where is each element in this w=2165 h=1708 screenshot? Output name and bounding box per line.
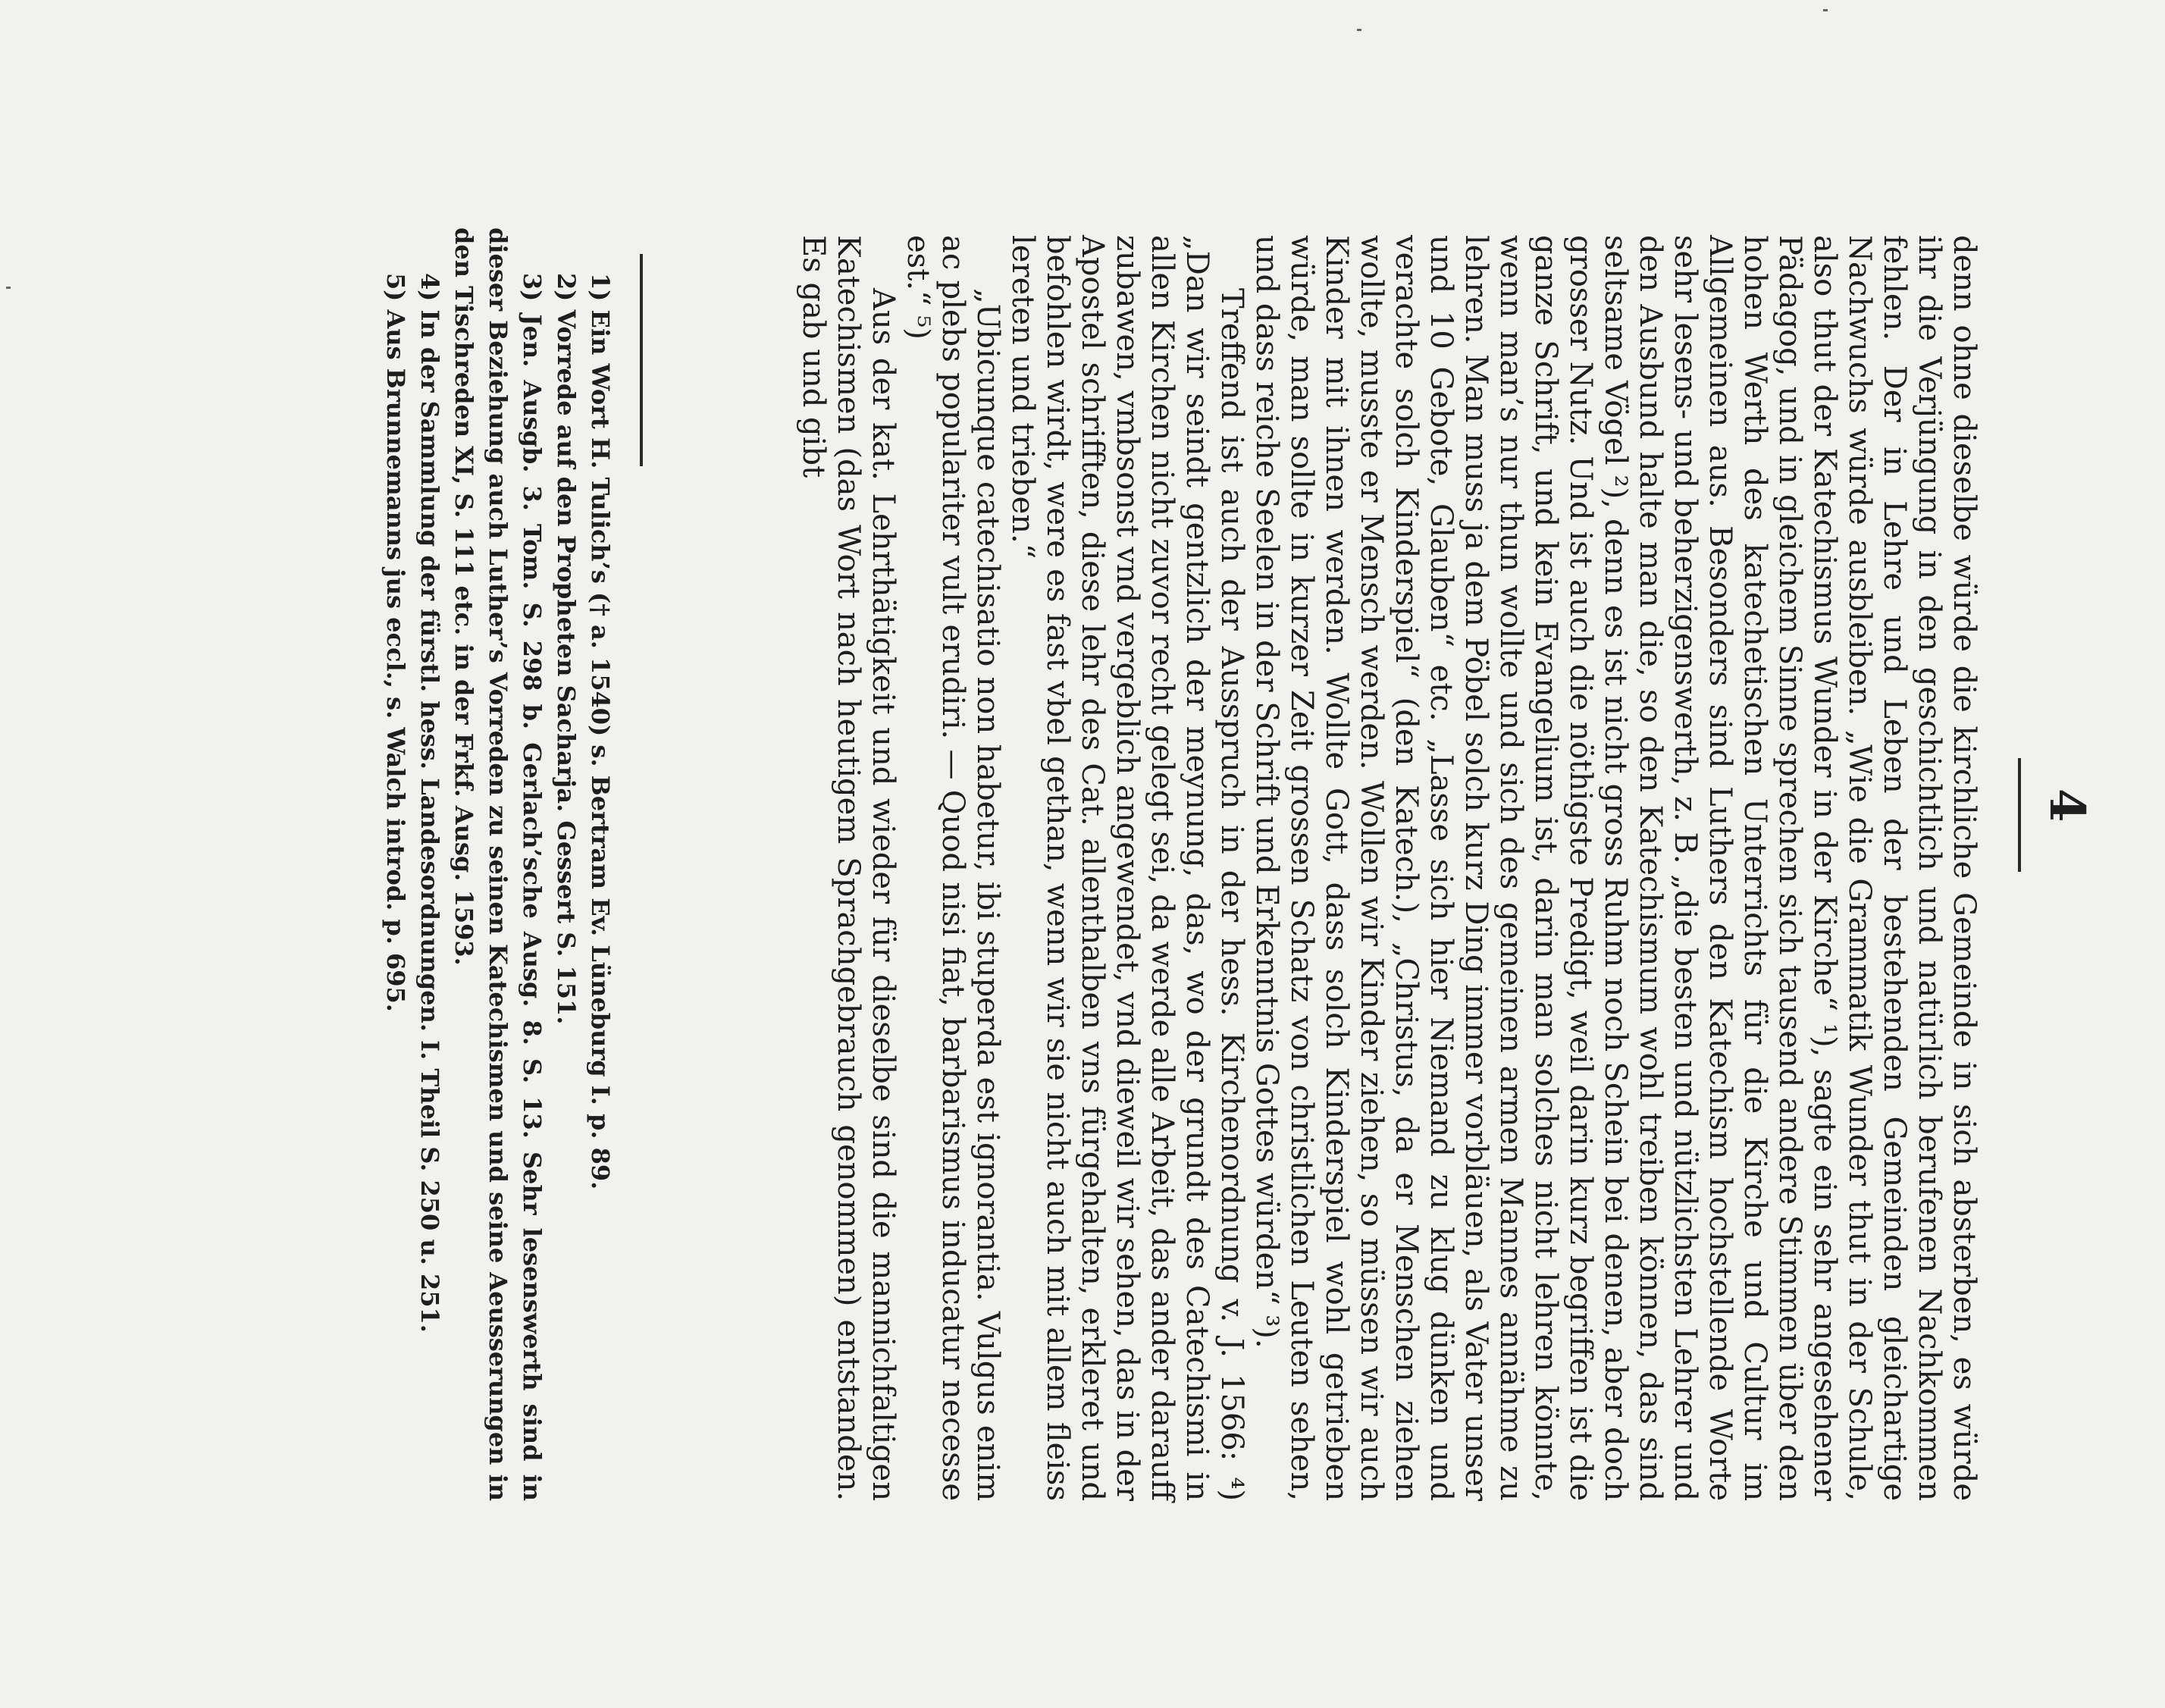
page-number: 4 <box>2038 788 2095 823</box>
paragraph: denn ohne dieselbe würde die kirchliche Gemeinde in sich absterben, es würde ihr die Verjüngung in den geschichtlich und natürlich berufenen Nachkommen fehlen. Der in Lehre und Leben der bestehenden Gemeinden gleichartige Nachwuchs würde ausbleiben. „Wie die Grammatik Wunder thut in der Schule, also thut der Katechismus Wunder in der Kirche“ ¹), sagte ein sehr angesehener Pädagog, und in gleichem Sinne sprechen sich tausend andere Stimmen über den hohen Werth des katechetischen Unterrichts für die Kirche und Cultur im Allgemeinen aus. Besonders sind Luthers den Katechism hochstellende Worte sehr lesens- und beherzigenswerth, z. B. „die besten und nützlichsten Lehrer und den Ausbund halte man die, so den Katechismum wohl treiben können, das sind seltsame Vögel ²), denn es ist nicht gross Ruhm noch Schein bei denen, aber doch grosser Nutz. Und ist auch die nöthigste Predigt, weil darin kurz begriffen ist die ganze Schrift, und kein Evangelium ist, darin man solches nicht lehren könnte, wenn man’s nur thun wollte und sich des gemeinen armen Mannes annähme zu lehren. Man muss ja dem Pöbel solch kurz Ding immer vorbläuen, als Vater unser und 10 Gebote, Glauben“ etc. „Lasse sich hier Niemand zu klug dünken und verachte solch Kinderspiel“ (den Katech.), „Christus, da er Menschen ziehen wollte, musste er Mensch werden. Wollen wir Kinder ziehen, so müssen wir auch Kinder mit ihnen werden. Wollte Gott, dass solch Kinderspiel wohl getrieben würde, man sollte in kurzer Zeit grossen Schatz von christlichen Leuten sehen, und dass reiche Seelen in der Schrift und Erkenntnis Gottes würden“ ³). <box>1249 235 1982 1501</box>
footnotes <box>378 227 617 1501</box>
paragraph: Treffend ist auch der Ausspruch in der hess. Kirchenordnung v. J. 1566: ⁴) „Dan wir seindt gentzlich der meynung, das, wo der grundt des Catechismi in allen Kirchen nicht zuvor recht gelegt sei, da werde alle Arbeit, das ander darauff zubawen, vmbsonst vnd vergeblich angewendet, vnd dieweil wir sehen, das in der Apostel schrifften, diese lehr des Cat. allenthalben vns fürgehalten, erkleret und befohlen wirdt, were es fast vbel gethan, wenn wir sie nicht auch mit allem fleiss lereten und trieben.“ <box>1005 235 1249 1501</box>
paragraph: „Ubicunque catechisatio non habetur, ibi stuperda est ignorantia. Vulgus enim ac plebs populariter vult erudiri. — Quod nisi fiat, barbarismus inducatur necesse est.“ ⁵) <box>901 235 1005 1501</box>
footnote: 2) Vorrede auf den Propheten Sacharja. Gessert S. 151. <box>552 273 581 1025</box>
footnote: 3) Jen. Ausgb. 3. Tom. S. 298 b. Gerlach’sche Ausg. 8. S. 13. Sehr lesenswerth sind in dieser Beziehung auch Luther’s Vorreden zu seinen Katechismen und seine Aeusserungen in den Tischreden XI, S. 111 etc. in der Frkf. Ausg. 1593. <box>450 227 547 1501</box>
footnote: 1) Ein Wort H. Tulich’s († a. 1540) s. Bertram Ev. Lüneburg I. p. 89. <box>586 273 615 1190</box>
page-number-rule <box>2018 758 2021 872</box>
main-text <box>796 235 1982 1501</box>
footnote-separator <box>640 254 643 466</box>
paragraph: Aus der kat. Lehrthätigkeit und wieder für dieselbe sind die mannichfaltigen Katechismen (das Wort nach heutigem Sprachgebrauch genommen) entstanden. Es gab und gibt <box>796 235 901 1501</box>
footnote: 4) In der Sammlung der fürstl. hess. Landesordnungen. I. Theil S. 250 u. 251. <box>415 273 444 1333</box>
footnote: 5) Aus Brunnemanns jus eccl., s. Walch introd. p. 695. <box>381 273 410 1012</box>
